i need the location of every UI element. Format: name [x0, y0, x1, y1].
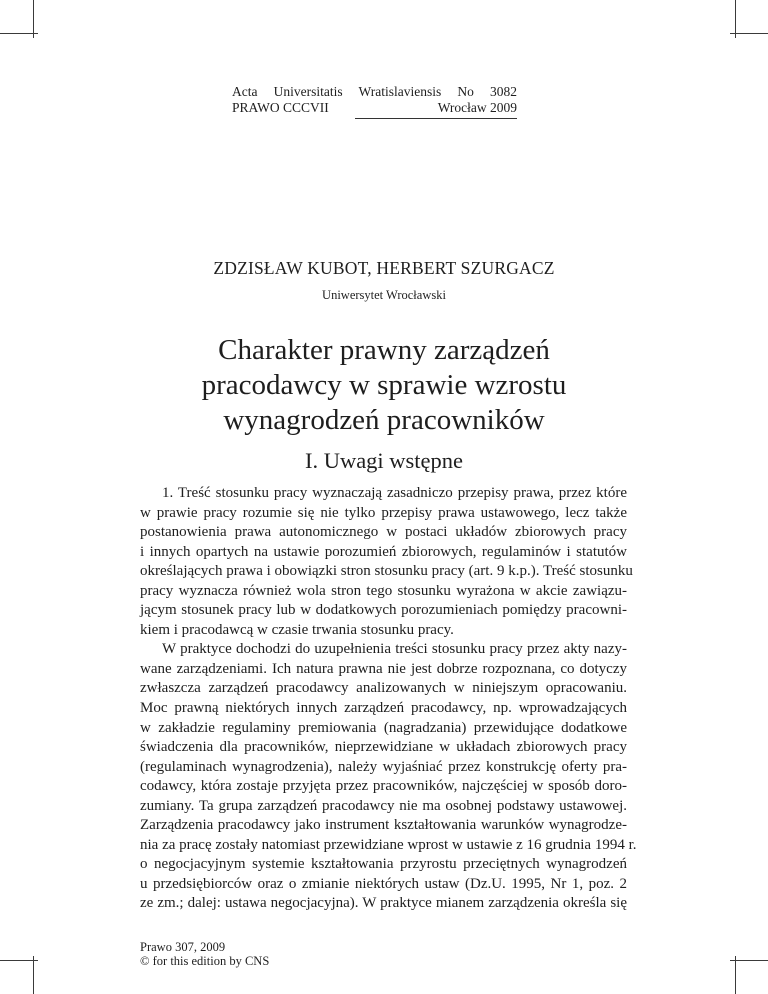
title-line: Charakter prawny zarządzeń — [218, 334, 550, 366]
footer-note — [140, 940, 269, 968]
text-line: kiem i pracodawcą w czasie trwania stosunku pracy. — [140, 621, 454, 638]
series-row — [232, 100, 517, 116]
text-line: ze zm.; dalej: ustawa negocjacyjna). W praktyce mianem zarządzenia określa się — [140, 895, 627, 912]
text-line: postanowienia prawa autonomicznego w postaci układów zbiorowych pracy — [140, 524, 627, 541]
series-label: PRAWO CCCVII — [232, 100, 329, 115]
section-heading: I. Uwagi wstępne — [304, 448, 464, 473]
text-line: i innych opartych na ustawie porozumień zbiorowych, regulaminów i statutów — [140, 543, 627, 560]
text-line: 1. Treść stosunku pracy wyznaczają zasadniczo przepisy prawa, przez które — [162, 485, 627, 501]
text-line: W praktyce dochodzi do uzupełnienia treści stosunku pracy przez akty nazy- — [162, 641, 627, 658]
text-line: u przedsiębiorców oraz o zmianie niektórych ustaw (Dz.U. 1995, Nr 1, poz. 2 — [140, 875, 627, 892]
text-line: zumiany. Ta grupa zarządzeń pracodawcy nie ma osobnej podstawy ustawowej. — [140, 797, 627, 814]
text-line: określających prawa i obowiązki stron stosunku pracy (art. 9 k.p.). Treść stosunku — [140, 563, 633, 580]
journal-header — [232, 84, 517, 116]
footer-line-1: Prawo 307, 2009 — [140, 940, 226, 954]
place-year: Wrocław 2009 — [437, 100, 517, 115]
text-line: jącym stosunek pracy lub w dodatkowych porozumieniach pomiędzy pracowni- — [140, 602, 627, 619]
text-line: Zarządzenia pracodawcy jako instrument kształtowania warunków wynagrodze- — [140, 817, 627, 834]
text-line: pracy wyznacza również wola stron tego stosunku wyrażona w akcie zawiązu- — [140, 582, 627, 599]
body-text — [140, 484, 637, 914]
footer-line-2: © for this edition by CNS — [140, 954, 270, 968]
text-line: o negocjacyjnym systemie kształtowania przyrostu przeciętnych wynagrodzeń — [140, 856, 627, 873]
article-title — [0, 333, 768, 438]
authors: ZDZISŁAW KUBOT, HERBERT SZURGACZ — [213, 258, 555, 278]
crop-mark-top-right-horizontal — [730, 33, 768, 34]
crop-mark-bottom-left-horizontal — [0, 960, 38, 961]
title-line: pracodawcy w sprawie wzrostu — [201, 369, 567, 401]
crop-mark-bottom-right-horizontal — [730, 960, 768, 961]
text-line: wane zarządzeniami. Ich natura prawna nie jest dobrze rozpoznana, co dotyczy — [140, 660, 627, 677]
text-line: codawcy, która zostaje przyjęta przez pracowników, najczęściej w sposób doro- — [140, 778, 627, 795]
crop-mark-top-left-horizontal — [0, 33, 38, 34]
header-rule — [355, 118, 517, 119]
affiliation: Uniwersytet Wrocławski — [322, 288, 446, 302]
text-line: w prawie pracy rozumie się nie tylko przepisy prawa ustawowego, lecz także — [140, 504, 627, 521]
text-line: świadczenia dla pracowników, nieprzewidziane w układach zbiorowych pracy — [140, 739, 627, 756]
crop-mark-bottom-left-vertical — [33, 956, 34, 994]
text-line: Moc prawną niektórych innych zarządzeń pracodawcy, np. wprowadzających — [140, 700, 627, 717]
journal-line: Acta Universitatis Wratislaviensis No 3082 — [232, 84, 517, 99]
text-line: (regulaminach wynagrodzenia), należy wyjaśniać przez konstrukcję oferty pra- — [140, 758, 627, 775]
crop-mark-bottom-right-vertical — [735, 956, 736, 994]
text-line: nia za pracę zostały natomiast przewidziane wprost w ustawie z 16 grudnia 1994 r. — [140, 836, 637, 853]
text-line: zwłaszcza zarządzeń pracodawcy analizowanych w niniejszym opracowaniu. — [140, 680, 627, 697]
title-line: wynagrodzeń pracowników — [223, 404, 545, 436]
text-line: w zakładzie regulaminy premiowania (nagradzania) przewidujące dodatkowe — [140, 719, 627, 736]
